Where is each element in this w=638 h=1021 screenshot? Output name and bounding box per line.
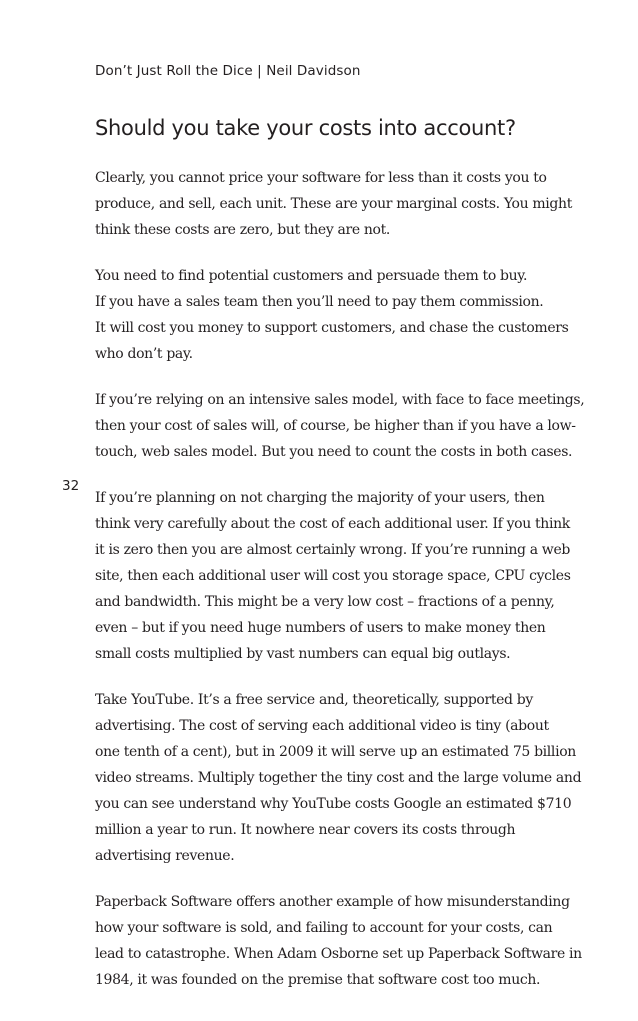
- text-line: it is zero then you are almost certainly wrong. If you’re running a web: [95, 542, 570, 558]
- text-line: produce, and sell, each unit. These are your marginal costs. You might: [95, 196, 572, 212]
- text-line: advertising revenue.: [95, 848, 235, 864]
- text-line: touch, web sales model. But you need to count the costs in both cases.: [95, 444, 573, 460]
- text-line: even – but if you need huge numbers of users to make money then: [95, 620, 546, 636]
- text-line: advertising. The cost of serving each additional video is tiny (about: [95, 718, 549, 734]
- text-line: Take YouTube. It’s a free service and, theoretically, supported by: [95, 692, 533, 708]
- running-head: Don’t Just Roll the Dice | Neil Davidson: [95, 63, 361, 79]
- text-line: million a year to run. It nowhere near covers its costs through: [95, 822, 516, 838]
- text-line: 1984, it was founded on the premise that software cost too much.: [95, 972, 541, 988]
- text-line: If you have a sales team then you’ll need to pay them commission.: [95, 294, 544, 310]
- text-line: If you’re planning on not charging the majority of your users, then: [95, 490, 545, 506]
- text-line: lead to catastrophe. When Adam Osborne set up Paperback Software in: [95, 946, 582, 962]
- text-line: and bandwidth. This might be a very low cost – fractions of a penny,: [95, 594, 555, 610]
- text-line: You need to find potential customers and persuade them to buy.: [95, 268, 528, 284]
- text-line: then your cost of sales will, of course, be higher than if you have a low-: [95, 418, 576, 434]
- text-line: who don’t pay.: [95, 346, 193, 362]
- text-line: Clearly, you cannot price your software for less than it costs you to: [95, 170, 547, 186]
- text-line: site, then each additional user will cost you storage space, CPU cycles: [95, 568, 571, 584]
- text-line: Paperback Software offers another example of how misunderstanding: [95, 894, 570, 910]
- text-line: small costs multiplied by vast numbers can equal big outlays.: [95, 646, 511, 662]
- text-line: think these costs are zero, but they are not.: [95, 222, 390, 238]
- section-heading: Should you take your costs into account?: [95, 116, 516, 140]
- text-line: If you’re relying on an intensive sales model, with face to face meetings,: [95, 392, 585, 408]
- text-line: video streams. Multiply together the tiny cost and the large volume and: [95, 770, 582, 786]
- paragraph-youtube: [95, 687, 595, 869]
- text-line: how your software is sold, and failing to account for your costs, can: [95, 920, 553, 936]
- paragraph-additional-user-cost: [95, 485, 595, 667]
- page-number: 32: [62, 478, 80, 494]
- paragraph-paperback-software: [95, 889, 595, 993]
- paragraph-sales-costs: [95, 263, 595, 367]
- text-line: think very carefully about the cost of each additional user. If you think: [95, 516, 570, 532]
- text-line: It will cost you money to support customers, and chase the customers: [95, 320, 569, 336]
- body-text: [95, 165, 595, 1013]
- paragraph-sales-model: [95, 387, 595, 465]
- text-line: you can see understand why YouTube costs Google an estimated $710: [95, 796, 572, 812]
- text-line: one tenth of a cent), but in 2009 it will serve up an estimated 75 billion: [95, 744, 576, 760]
- paragraph-marginal-costs: [95, 165, 595, 243]
